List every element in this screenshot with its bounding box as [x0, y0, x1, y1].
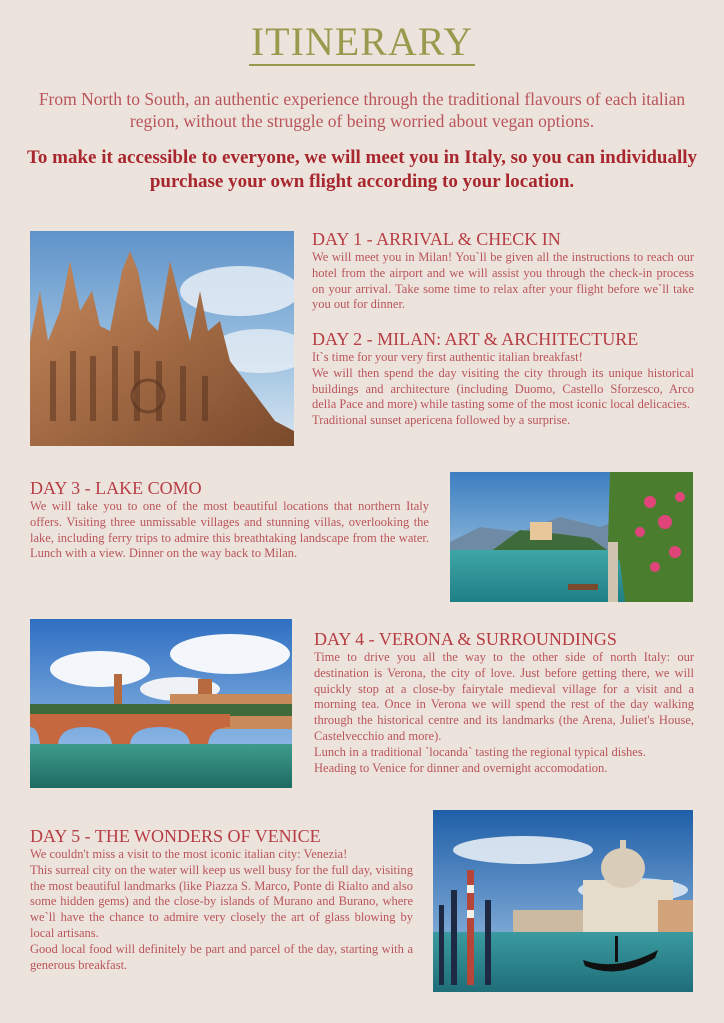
- day-3-text: We will take you to one of the most beautiful locations that northern Italy offers. Visiting three unmissable villages and stunning villas, overlooking the lake, including ferry trips to admire this breathtaking landscape from the water. Lunch with a view. Dinner on the way back to Milan.: [30, 499, 429, 561]
- day-2-line: We will then spend the day visiting the city through its unique historical buildings and architecture (including Duomo, Castello Sforzesco, Arco della Pace and more) while tasting some of the most iconic local delicacies.: [312, 365, 694, 412]
- day-5-title: DAY 5 - THE WONDERS OF VENICE: [30, 826, 321, 846]
- lake-como-photo: [450, 472, 693, 602]
- day-3-title: DAY 3 - LAKE COMO: [30, 478, 202, 498]
- day-2-text: [312, 350, 694, 429]
- day-4-title: DAY 4 - VERONA & SURROUNDINGS: [314, 629, 617, 649]
- day-1-text: We will meet you in Milan! You`ll be given all the instructions to reach our hotel from the airport and we will assist you through the check-in process on your arrival. Take some time to relax after your flight before we`ll take you out for dinner.: [312, 250, 694, 312]
- day-1-title: DAY 1 - ARRIVAL & CHECK IN: [312, 229, 561, 249]
- day-4-line: Lunch in a traditional `locanda` tasting the regional typical dishes.: [314, 744, 646, 759]
- day-5-line: Good local food will definitely be part and parcel of the day, starting with a generous breakfast.: [30, 941, 413, 972]
- verona-bridge-photo: [30, 619, 292, 788]
- day-5-line: We couldn't miss a visit to the most iconic italian city: Venezia!: [30, 847, 348, 861]
- day-4-line: Heading to Venice for dinner and overnight accomodation.: [314, 760, 608, 775]
- day-4-line: Time to drive you all the way to the other side of north Italy: our destination is Verona, the city of love. Just before getting there, we will quickly stop at a close-by fairytale medieval village for a visit and a morning tea. Once in Verona we will spend the rest of the day walking through the historical centre and its landmarks (the Arena, Juliet's House, Castelvecchio and more).: [314, 650, 694, 743]
- day-4-text: [314, 650, 694, 776]
- milan-cathedral-photo: [30, 231, 294, 446]
- flight-notice: To make it accessible to everyone, we will meet you in Italy, so you can individually purchase your own flight according to your location.: [26, 147, 698, 192]
- day-2-line: Traditional sunset apericena followed by a surprise.: [312, 413, 571, 428]
- page-title: ITINERARY: [250, 19, 474, 64]
- day-2-line: It`s time for your very first authentic italian breakfast!: [312, 350, 583, 364]
- intro-text: From North to South, an authentic experience through the traditional flavours of each italian region, without the struggle of being worried about vegan options.: [38, 89, 686, 131]
- day-5-line: This surreal city on the water will keep us well busy for the full day, visiting the most beautiful landmarks (like Piazza S. Marco, Ponte di Rialto and also some hidden gems) and the close-by islands of Murano and Burano, where we`ll have the chance to admire very closely the art of glass blowing by local artisans.: [30, 862, 413, 940]
- day-2-title: DAY 2 - MILAN: ART & ARCHITECTURE: [312, 329, 639, 349]
- venice-canal-photo: [433, 810, 693, 992]
- day-5-text: [30, 847, 413, 973]
